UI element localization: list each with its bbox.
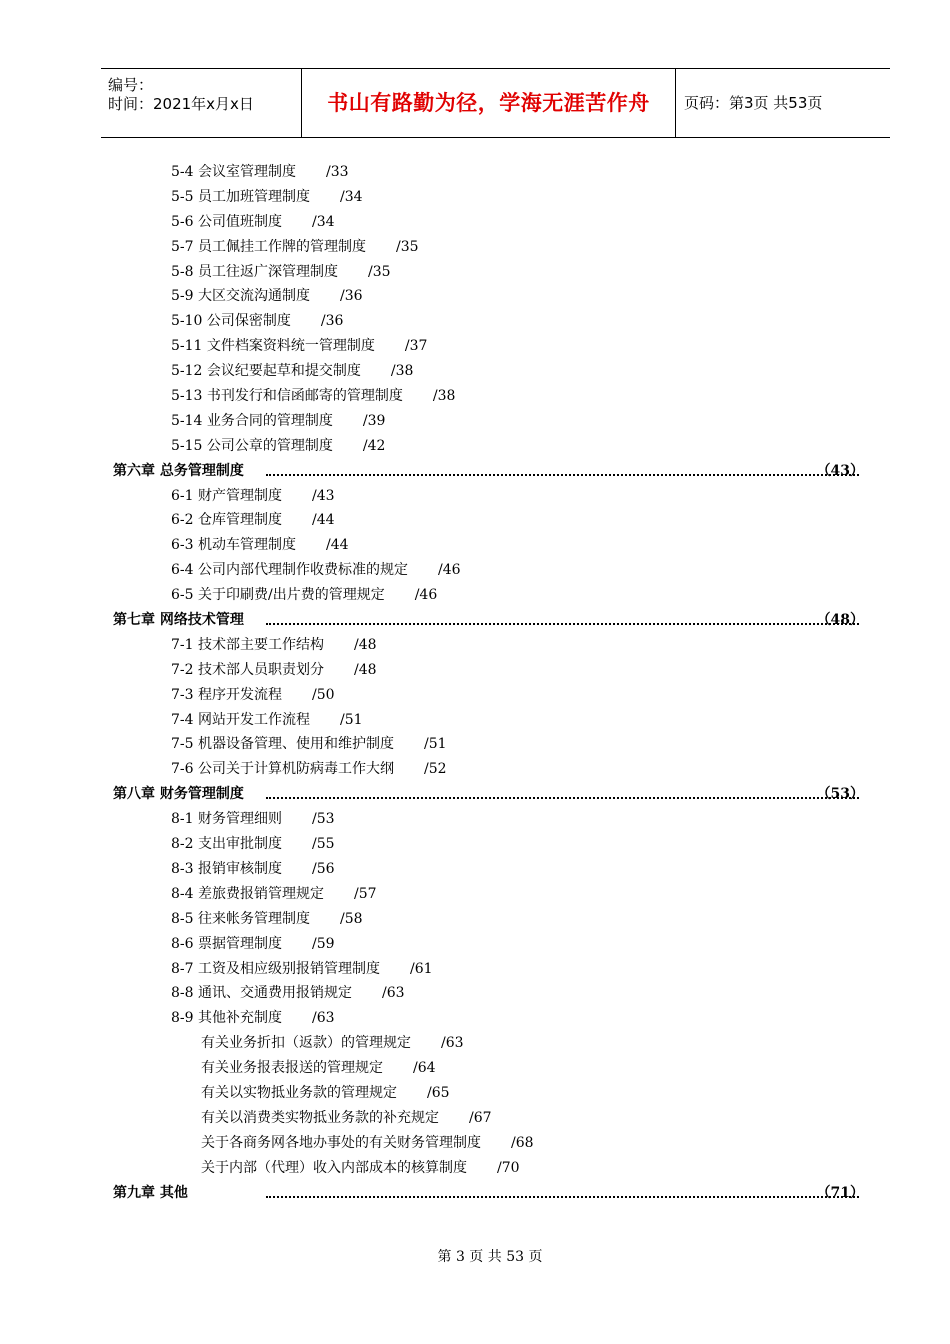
toc-entry-row[interactable] bbox=[0, 1156, 950, 1181]
toc-chapter-row[interactable] bbox=[0, 608, 950, 633]
toc-entry-row[interactable] bbox=[0, 981, 950, 1006]
toc-entry-row[interactable] bbox=[0, 732, 950, 757]
toc-entry-row[interactable] bbox=[0, 708, 950, 733]
toc-page-number: /35 bbox=[396, 238, 419, 255]
time-label: 时间：2021年x月x日 bbox=[108, 95, 254, 113]
toc-page-number: /51 bbox=[340, 711, 363, 728]
toc-entry-title: 5-8 员工往返广深管理制度 bbox=[171, 263, 338, 280]
toc-entry-row[interactable] bbox=[0, 533, 950, 558]
toc-entry-title: 5-13 书刊发行和信函邮寄的管理制度 bbox=[171, 388, 403, 405]
toc-entry-row[interactable] bbox=[0, 409, 950, 434]
toc-page-number: /63 bbox=[312, 1010, 335, 1027]
toc-entry-title: 5-6 公司值班制度 bbox=[171, 213, 282, 230]
toc-page-number: /56 bbox=[312, 860, 335, 877]
toc-page-number: /44 bbox=[326, 537, 349, 554]
toc-entry-row[interactable] bbox=[0, 907, 950, 932]
toc-page-number: /63 bbox=[441, 1035, 464, 1052]
toc-entry-title: 7-5 机器设备管理、使用和维护制度 bbox=[171, 736, 394, 753]
dot-leader bbox=[266, 1196, 859, 1198]
toc-entry-title: 6-3 机动车管理制度 bbox=[171, 537, 296, 554]
toc-entry-title: 7-6 公司关于计算机防病毒工作大纲 bbox=[171, 761, 394, 778]
toc-entry-title: 5-5 员工加班管理制度 bbox=[171, 188, 310, 205]
toc-entry-row[interactable] bbox=[0, 757, 950, 782]
toc-entry-row[interactable] bbox=[0, 882, 950, 907]
table-of-contents bbox=[0, 160, 950, 1205]
toc-page-number: /64 bbox=[413, 1060, 436, 1077]
toc-page-number: /37 bbox=[404, 338, 428, 355]
toc-entry-title: 7-3 程序开发流程 bbox=[171, 686, 282, 703]
toc-page-number: /33 bbox=[326, 164, 349, 180]
toc-page-number: /38 bbox=[432, 388, 456, 405]
toc-entry-row[interactable] bbox=[0, 309, 950, 334]
toc-entry-row[interactable] bbox=[0, 1131, 950, 1156]
toc-page-number: /57 bbox=[354, 885, 377, 902]
toc-page-number: /67 bbox=[469, 1109, 492, 1126]
toc-entry-title: 8-2 支出审批制度 bbox=[171, 836, 282, 853]
toc-page-number: /58 bbox=[340, 910, 363, 927]
page-header bbox=[101, 68, 890, 138]
toc-entry-title: 5-10 公司保密制度 bbox=[171, 313, 291, 330]
toc-page-number: /59 bbox=[312, 935, 335, 952]
toc-page-number: （71） bbox=[816, 1184, 864, 1201]
toc-entry-row[interactable] bbox=[0, 185, 950, 210]
toc-page-number: /38 bbox=[390, 363, 414, 380]
toc-page-number: /55 bbox=[312, 836, 335, 853]
dot-leader bbox=[266, 474, 859, 476]
toc-entry-row[interactable] bbox=[0, 160, 950, 185]
toc-page-number: /70 bbox=[497, 1159, 520, 1176]
toc-chapter-row[interactable] bbox=[0, 1181, 950, 1206]
toc-entry-title: 第九章 其他 bbox=[113, 1184, 188, 1201]
toc-entry-title: 8-9 其他补充制度 bbox=[171, 1010, 282, 1027]
toc-page-number: /35 bbox=[368, 263, 391, 280]
toc-entry-row[interactable] bbox=[0, 508, 950, 533]
toc-entry-row[interactable] bbox=[0, 1106, 950, 1131]
toc-entry-title: 5-7 员工佩挂工作牌的管理制度 bbox=[171, 238, 366, 255]
toc-page-number: /43 bbox=[312, 487, 335, 504]
toc-page-number: /52 bbox=[424, 761, 447, 778]
dot-leader bbox=[266, 623, 859, 625]
toc-entry-title: 8-5 往来帐务管理制度 bbox=[171, 910, 310, 927]
toc-entry-title: 5-12 会议纪要起草和提交制度 bbox=[171, 363, 361, 380]
toc-entry-title: 第八章 财务管理制度 bbox=[113, 786, 244, 803]
toc-entry-row[interactable] bbox=[0, 1056, 950, 1081]
toc-entry-title: 5-14 业务合同的管理制度 bbox=[171, 412, 333, 429]
toc-entry-title: 7-1 技术部主要工作结构 bbox=[171, 636, 324, 653]
toc-page-number: /65 bbox=[427, 1084, 450, 1101]
toc-entry-title: 关于内部（代理）收入内部成本的核算制度 bbox=[201, 1159, 467, 1176]
toc-entry-title: 8-1 财务管理细则 bbox=[171, 811, 282, 828]
toc-page-number: /48 bbox=[354, 661, 377, 678]
toc-entry-row[interactable] bbox=[0, 235, 950, 260]
toc-entry-title: 6-2 仓库管理制度 bbox=[171, 512, 282, 529]
toc-page-number: /48 bbox=[354, 636, 377, 653]
toc-entry-title: 6-4 公司内部代理制作收费标准的规定 bbox=[171, 562, 408, 579]
toc-page-number: /63 bbox=[382, 985, 405, 1002]
toc-entry-row[interactable] bbox=[0, 260, 950, 285]
toc-page-number: /61 bbox=[410, 960, 433, 977]
toc-entry-row[interactable] bbox=[0, 807, 950, 832]
number-label: 编号： bbox=[108, 76, 154, 94]
toc-entry-row[interactable] bbox=[0, 1081, 950, 1106]
toc-entry-title: 7-4 网站开发工作流程 bbox=[171, 711, 310, 728]
toc-entry-title: 8-8 通讯、交通费用报销规定 bbox=[171, 985, 352, 1002]
toc-page-number: /51 bbox=[424, 736, 447, 753]
toc-entry-title: 8-4 差旅费报销管理规定 bbox=[171, 885, 324, 902]
toc-entry-title: 第七章 网络技术管理 bbox=[113, 612, 244, 629]
toc-entry-row[interactable] bbox=[0, 558, 950, 583]
toc-page-number: /34 bbox=[312, 213, 335, 230]
toc-entry-row[interactable] bbox=[0, 359, 950, 384]
toc-page-number: /53 bbox=[312, 811, 335, 828]
toc-entry-row[interactable] bbox=[0, 1006, 950, 1031]
header-motto: 书山有路勤为径，学海无涯苦作舟 bbox=[302, 69, 676, 137]
toc-entry-row[interactable] bbox=[0, 832, 950, 857]
dot-leader bbox=[266, 797, 859, 799]
toc-page-number: /36 bbox=[340, 288, 363, 305]
toc-entry-title: 有关以实物抵业务款的管理规定 bbox=[201, 1084, 397, 1101]
toc-entry-row[interactable] bbox=[0, 334, 950, 359]
toc-entry-title: 有关业务报表报送的管理规定 bbox=[201, 1060, 383, 1077]
toc-entry-row[interactable] bbox=[0, 484, 950, 509]
toc-entry-title: 5-15 公司公章的管理制度 bbox=[171, 437, 333, 454]
toc-entry-title: 有关以消费类实物抵业务款的补充规定 bbox=[201, 1109, 439, 1126]
toc-entry-row[interactable] bbox=[0, 384, 950, 409]
toc-entry-row[interactable] bbox=[0, 683, 950, 708]
toc-entry-title: 5-11 文件档案资料统一管理制度 bbox=[171, 338, 375, 355]
toc-page-number: （48） bbox=[816, 612, 864, 629]
toc-entry-row[interactable] bbox=[0, 633, 950, 658]
toc-entry-title: 有关业务折扣（返款）的管理规定 bbox=[201, 1035, 411, 1052]
toc-entry-title: 6-1 财产管理制度 bbox=[171, 487, 282, 504]
toc-entry-title: 7-2 技术部人员职责划分 bbox=[171, 661, 324, 678]
toc-page-number: /46 bbox=[438, 562, 461, 579]
toc-entry-row[interactable] bbox=[0, 1031, 950, 1056]
toc-chapter-row[interactable] bbox=[0, 782, 950, 807]
toc-entry-row[interactable] bbox=[0, 284, 950, 309]
toc-page-number: /44 bbox=[312, 512, 335, 529]
toc-entry-row[interactable] bbox=[0, 658, 950, 683]
toc-entry-row[interactable] bbox=[0, 434, 950, 459]
toc-page-number: （53） bbox=[816, 786, 864, 803]
toc-entry-title: 5-9 大区交流沟通制度 bbox=[171, 288, 310, 305]
toc-page-number: /36 bbox=[320, 313, 344, 330]
toc-entry-title: 8-7 工资及相应级别报销管理制度 bbox=[171, 960, 380, 977]
toc-page-number: /34 bbox=[340, 188, 363, 205]
toc-entry-title: 8-6 票据管理制度 bbox=[171, 935, 282, 952]
toc-page-number: （43） bbox=[816, 462, 864, 479]
toc-chapter-row[interactable] bbox=[0, 459, 950, 484]
toc-entry-row[interactable] bbox=[0, 957, 950, 982]
toc-entry-title: 8-3 报销审核制度 bbox=[171, 860, 282, 877]
toc-page-number: /39 bbox=[362, 412, 386, 429]
header-page-info: 页码：第3页 共53页 bbox=[684, 94, 823, 112]
toc-entry-row[interactable] bbox=[0, 932, 950, 957]
toc-page-number: /68 bbox=[511, 1134, 534, 1151]
header-meta-cell bbox=[101, 69, 302, 137]
toc-entry-row[interactable] bbox=[0, 210, 950, 235]
toc-page-number: /42 bbox=[362, 437, 386, 454]
page-footer: 第 3 页 共 53 页 bbox=[437, 1249, 543, 1265]
toc-entry-row[interactable] bbox=[0, 857, 950, 882]
toc-entry-row[interactable] bbox=[0, 583, 950, 608]
toc-page-number: /46 bbox=[414, 587, 438, 604]
toc-entry-title: 关于各商务网各地办事处的有关财务管理制度 bbox=[201, 1134, 481, 1151]
toc-entry-title: 第六章 总务管理制度 bbox=[113, 462, 244, 479]
toc-entry-title: 6-5 关于印刷费/出片费的管理规定 bbox=[171, 587, 385, 604]
toc-page-number: /50 bbox=[312, 686, 335, 703]
toc-entry-title: 5-4 会议室管理制度 bbox=[171, 164, 296, 180]
